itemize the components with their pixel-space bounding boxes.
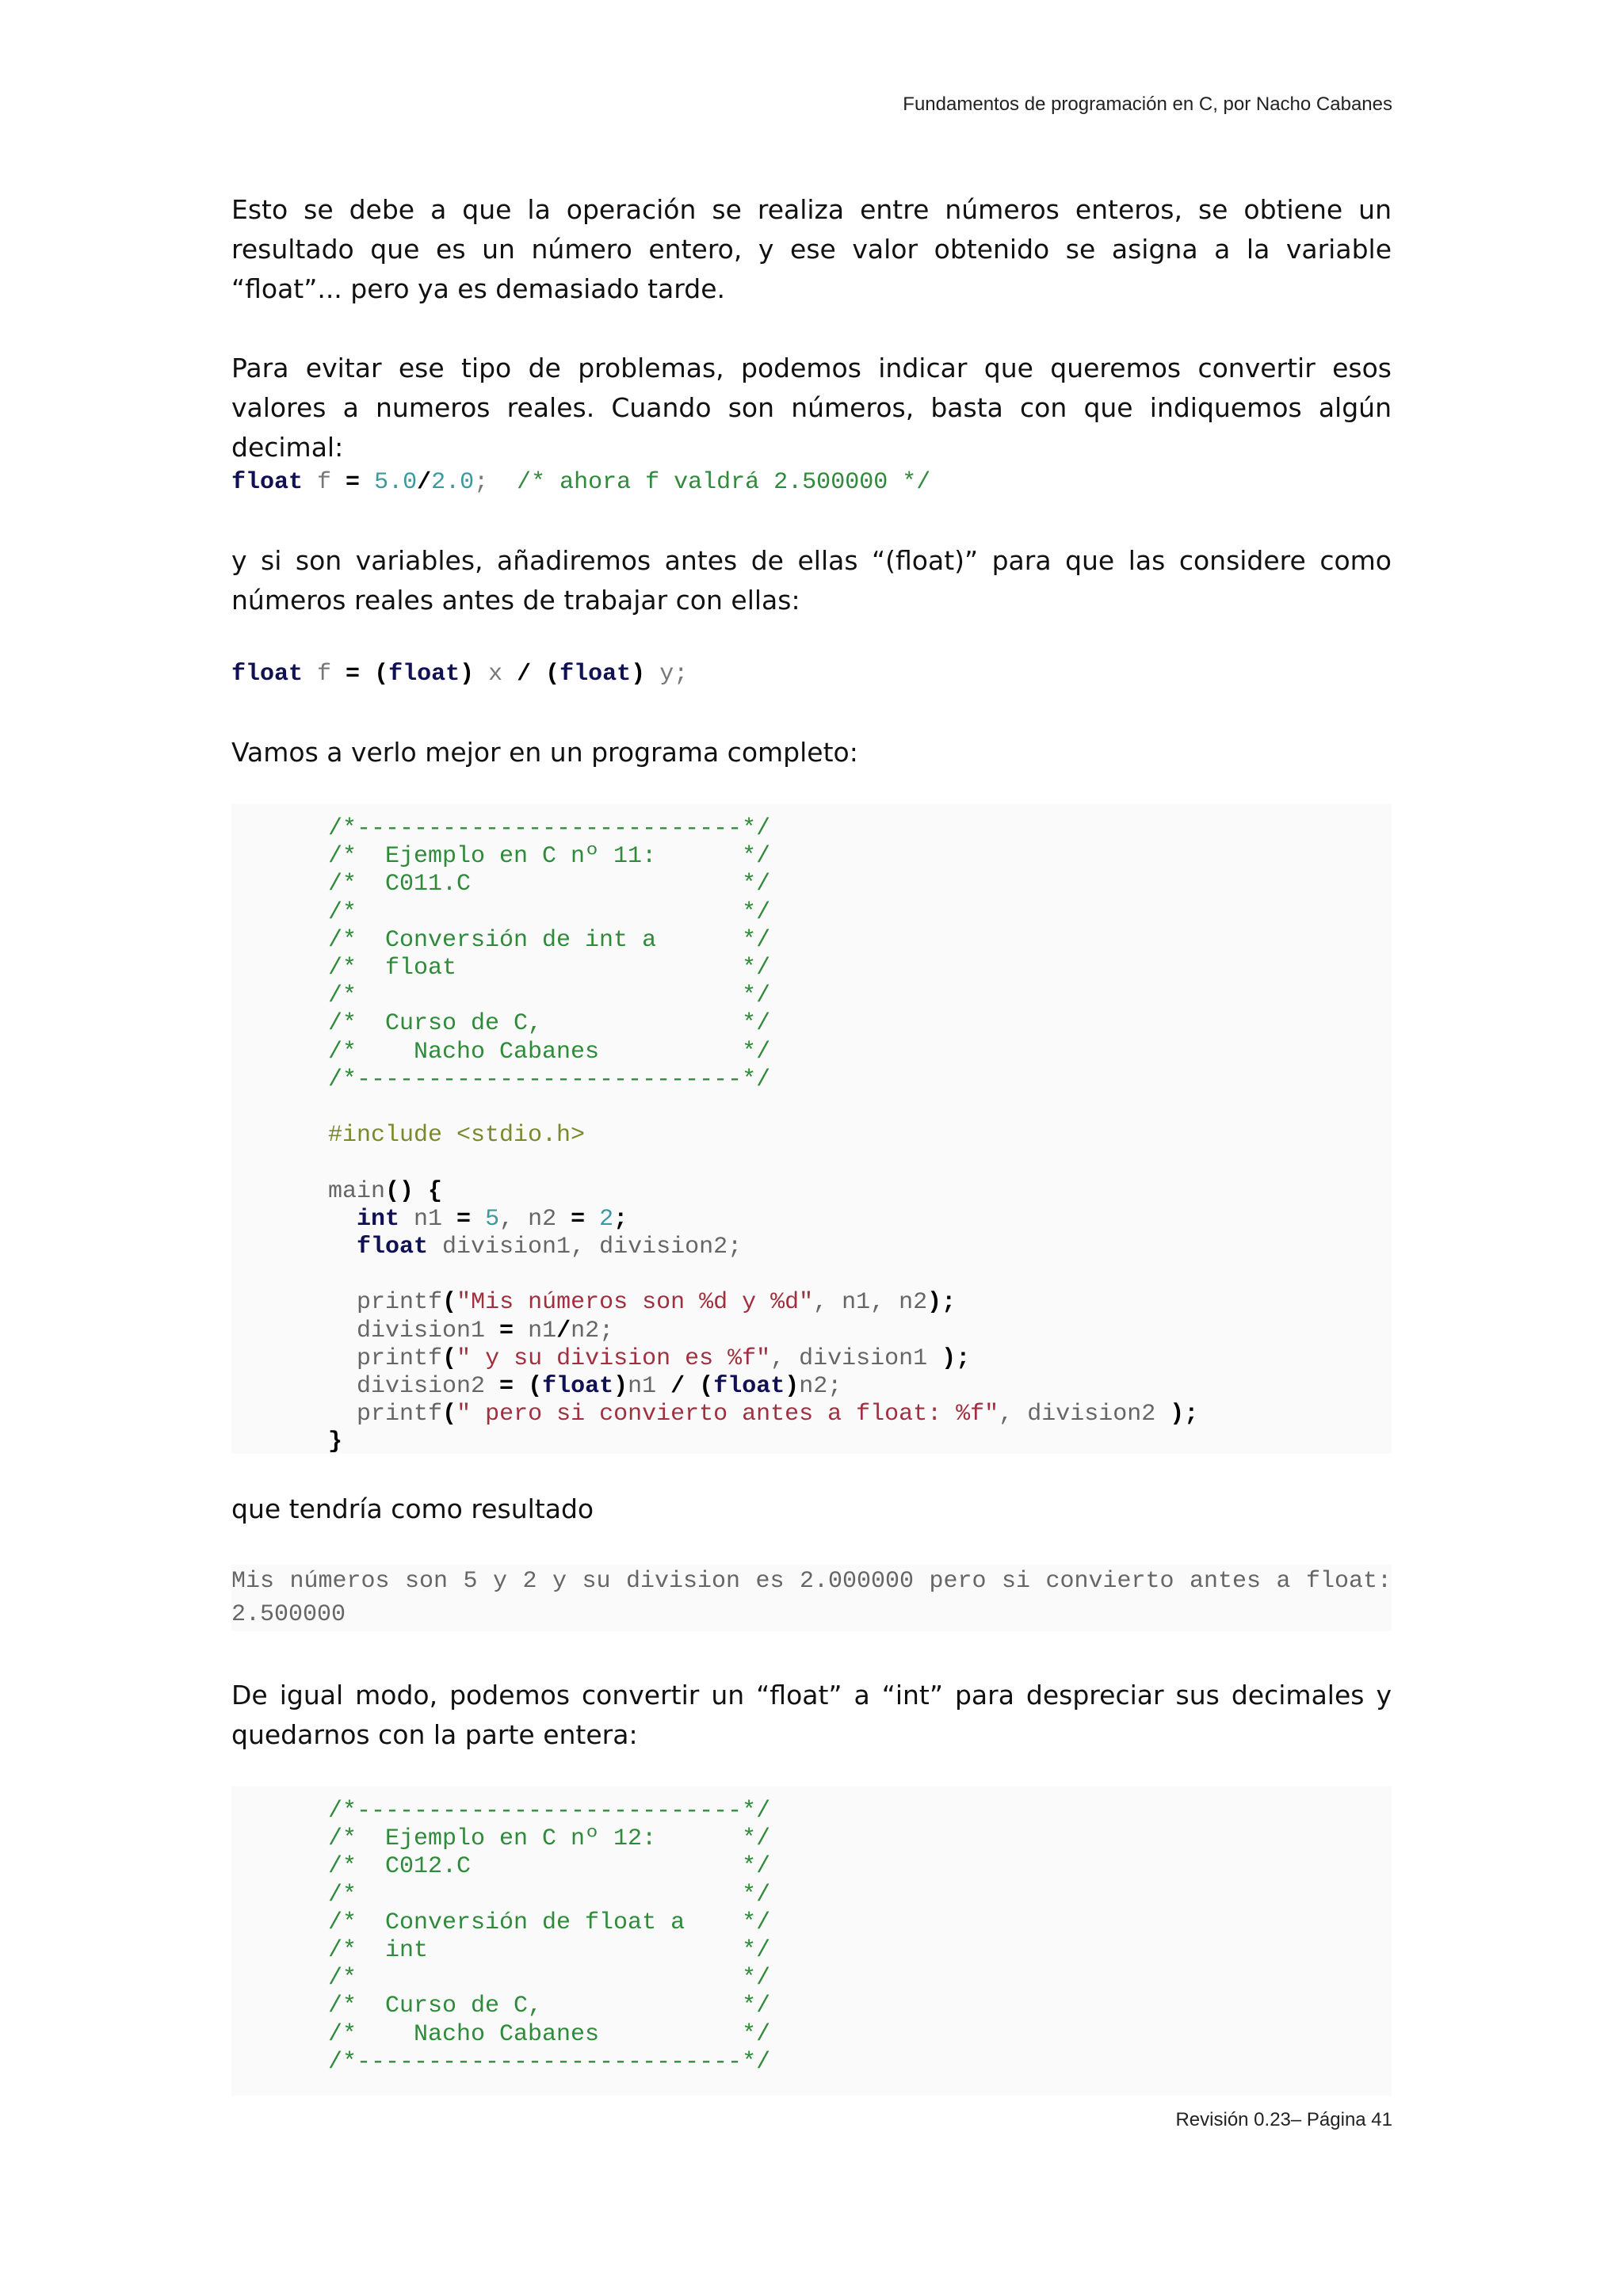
number-literal: 5 xyxy=(485,1205,500,1233)
code-block-program-12 xyxy=(231,1787,1392,2096)
code-text: , division2 xyxy=(999,1401,1170,1428)
number-literal: 2 xyxy=(599,1205,614,1233)
code-comment: /* ahora f valdrá 2.500000 */ xyxy=(517,469,931,496)
operator-assign: = xyxy=(499,1373,514,1401)
output-text: Mis números son 5 y 2 y su division es 2.000000 pero si convierto antes a float: 2.500000 xyxy=(231,1568,1392,1628)
paren: ( xyxy=(545,661,560,688)
code-text: x xyxy=(474,661,517,688)
program-output xyxy=(231,1565,1392,1631)
page-header: Fundamentos de programación en C, por Nacho Cabanes xyxy=(903,93,1392,115)
code-text: n1 xyxy=(514,1317,557,1344)
keyword-float: float xyxy=(559,661,632,688)
operator-assign: = xyxy=(499,1317,514,1344)
paragraph-variables-cast: y si son variables, añadiremos antes de ellas “(float)” para que las considere como números reales antes de trabajar con ellas: xyxy=(231,545,1392,616)
comment-line: /*---------------------------*/ xyxy=(328,1066,771,1093)
operator-divide: / xyxy=(417,469,432,496)
paren: ) xyxy=(613,1373,628,1401)
code-text: n1 xyxy=(628,1373,671,1401)
comment-line: /* Ejemplo en C nº 12: */ xyxy=(328,1825,771,1853)
code-text: , n1, n2 xyxy=(813,1289,928,1317)
paragraph-full-program: Vamos a verlo mejor en un programa completo: xyxy=(231,737,858,768)
paren-close: ); xyxy=(927,1289,957,1317)
operator-divide: / xyxy=(517,661,532,688)
string-literal: " pero si convierto antes a float: %f" xyxy=(456,1401,999,1428)
code-snippet-cast xyxy=(231,658,1392,691)
keyword-float: float xyxy=(231,661,304,688)
paren-close: ); xyxy=(1170,1401,1199,1428)
function-printf: printf xyxy=(357,1289,443,1317)
comment-line: /* Curso de C, */ xyxy=(328,1993,771,2020)
string-literal: " y su division es %f" xyxy=(456,1344,771,1372)
code-text: n1 xyxy=(399,1205,457,1233)
comment-line: /* Nacho Cabanes */ xyxy=(328,2020,771,2048)
comment-line: /* Ejemplo en C nº 11: */ xyxy=(328,843,771,871)
number-literal: 2.0 xyxy=(431,469,475,496)
paren: ) xyxy=(785,1373,800,1401)
paren-close: ); xyxy=(941,1344,971,1372)
code-text: division2 xyxy=(357,1373,500,1401)
comment-line: /* float */ xyxy=(328,955,771,982)
comment-line: /* Conversión de int a */ xyxy=(328,926,771,954)
keyword-float: float xyxy=(231,469,304,496)
paragraph-integer-division: Esto se debe a que la operación se realiza entre números enteros, se obtiene un resultado que es un número entero, y ese valor obtenido se asigna a la variable “float”... pero ya es demasiado tarde. xyxy=(231,194,1392,304)
code-text xyxy=(360,661,374,688)
code-text: , division1 xyxy=(770,1344,942,1372)
paragraph-float-to-int: De igual modo, podemos convertir un “float” a “int” para despreciar sus decimales y quedarnos con la parte entera: xyxy=(231,1680,1392,1750)
comment-line: /* C012.C */ xyxy=(328,1853,771,1881)
comment-line: /* int */ xyxy=(328,1937,771,1965)
code-text: f xyxy=(303,469,346,496)
comment-line: /* */ xyxy=(328,898,771,926)
function-main: main xyxy=(328,1177,386,1205)
keyword-int: int xyxy=(357,1205,400,1233)
paren: ( xyxy=(374,661,389,688)
code-text: division1, division2; xyxy=(428,1234,743,1261)
paren: ( xyxy=(528,1373,543,1401)
code-text: n2; xyxy=(799,1373,842,1401)
comment-line: /*---------------------------*/ xyxy=(328,1798,771,1825)
paragraph-result: que tendría como resultado xyxy=(231,1493,594,1524)
paren: ( xyxy=(442,1344,457,1372)
paren: ( xyxy=(699,1373,714,1401)
keyword-float: float xyxy=(357,1234,429,1261)
code-text: ; xyxy=(474,469,517,496)
paren: ) xyxy=(460,661,475,688)
paren: ( xyxy=(442,1401,457,1428)
operator-assign: = xyxy=(346,469,361,496)
keyword-float: float xyxy=(713,1373,785,1401)
code-text xyxy=(360,469,374,496)
comment-line: /*---------------------------*/ xyxy=(328,2048,771,2076)
paren: () xyxy=(385,1177,414,1205)
keyword-float: float xyxy=(542,1373,614,1401)
comment-line: /* */ xyxy=(328,1881,771,1909)
code-text: n2; xyxy=(571,1317,614,1344)
function-printf: printf xyxy=(357,1401,443,1428)
comment-line: /* Conversión de float a */ xyxy=(328,1909,771,1936)
code-text: y; xyxy=(645,661,689,688)
paragraph-avoid-problems: Para evitar ese tipo de problemas, podemos indicar que queremos convertir esos valores a numeros reales. Cuando son números, basta con que indiquemos algún decimal: xyxy=(231,353,1392,463)
brace-close: } xyxy=(328,1428,343,1456)
comment-line: /* */ xyxy=(328,982,771,1010)
code-text: f xyxy=(303,661,346,688)
paren: ) xyxy=(631,661,646,688)
comment-line: /* */ xyxy=(328,1965,771,1993)
operator-assign: = xyxy=(456,1205,472,1233)
comment-line: /*---------------------------*/ xyxy=(328,815,771,842)
string-literal: "Mis números son %d y %d" xyxy=(456,1289,814,1317)
operator-divide: / xyxy=(670,1373,685,1401)
function-printf: printf xyxy=(357,1344,443,1372)
keyword-float: float xyxy=(388,661,460,688)
number-literal: 5.0 xyxy=(374,469,418,496)
comment-line: /* Nacho Cabanes */ xyxy=(328,1038,771,1066)
operator-assign: = xyxy=(571,1205,586,1233)
code-text: division1 xyxy=(357,1317,500,1344)
preprocessor-include: #include <stdio.h> xyxy=(328,1122,586,1150)
comment-line: /* Curso de C, */ xyxy=(328,1010,771,1038)
semicolon: ; xyxy=(613,1205,628,1233)
operator-divide: / xyxy=(556,1317,571,1344)
brace-open: { xyxy=(428,1177,443,1205)
paren: ( xyxy=(442,1289,457,1317)
operator-assign: = xyxy=(346,661,361,688)
comment-line: /* C011.C */ xyxy=(328,871,771,898)
code-text xyxy=(531,661,545,688)
code-snippet-decimal xyxy=(231,466,1392,499)
page-footer: Revisión 0.23– Página 41 xyxy=(1175,2109,1392,2130)
code-block-program-11 xyxy=(231,804,1392,1454)
code-text: , n2 xyxy=(499,1205,571,1233)
